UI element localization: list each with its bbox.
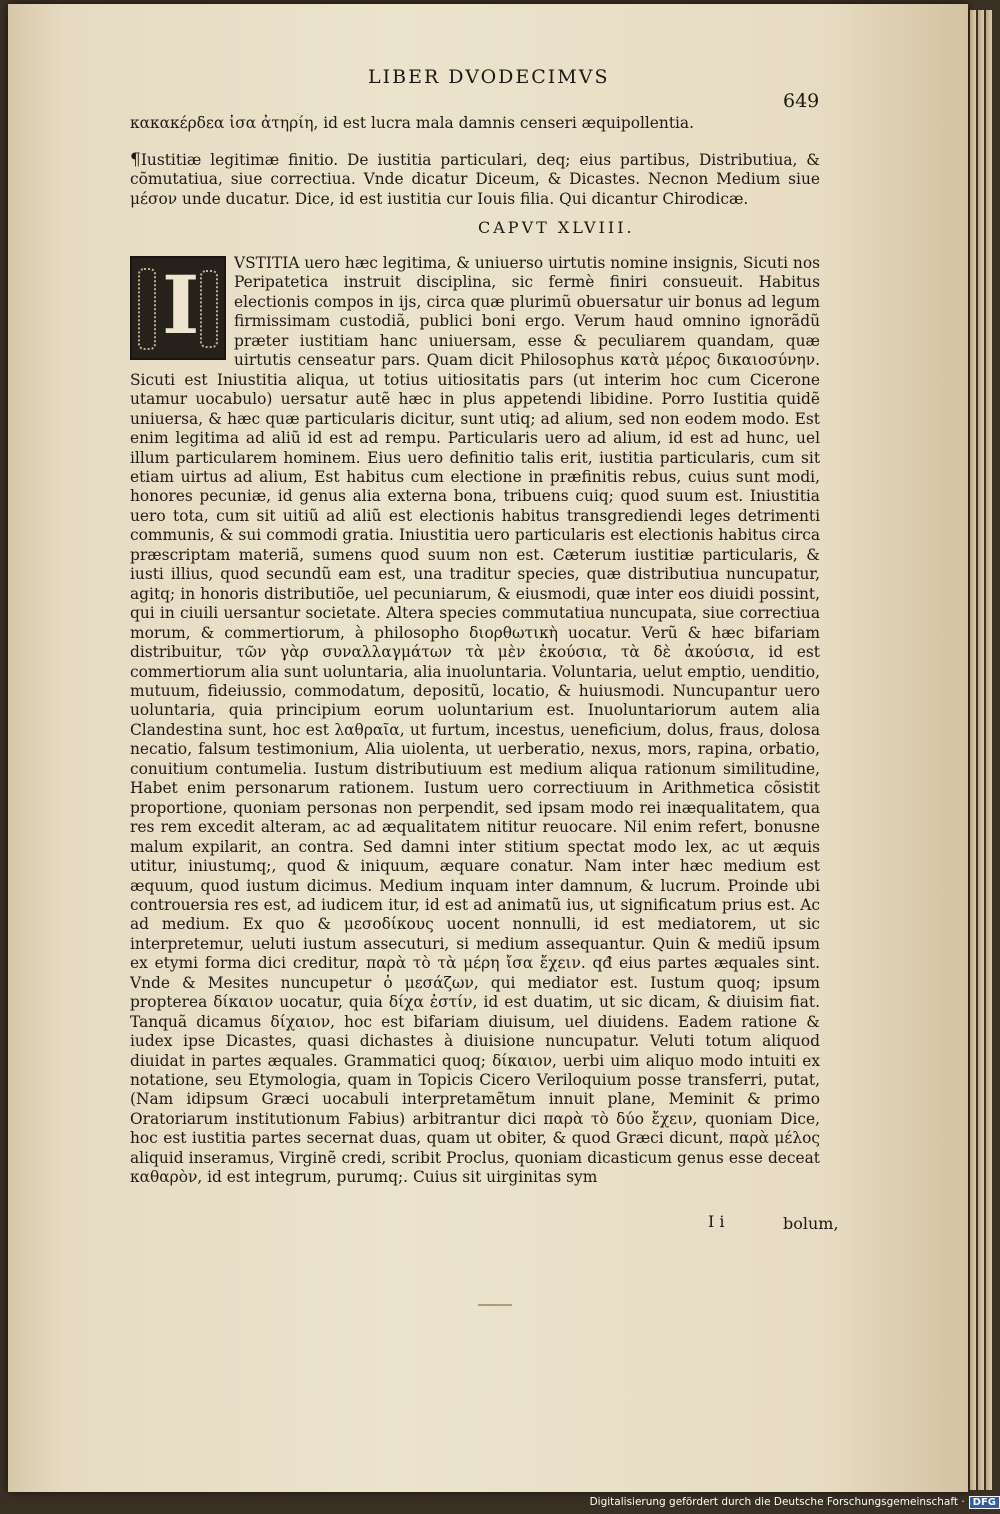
page-edge-stack xyxy=(978,10,984,1490)
page-number: 649 xyxy=(783,90,820,112)
body-paragraph: VSTITIA uero hæc legitima, & uniuerso uirtutis nomine insignis, Sicuti nos Peripatetica instruit disciplina, sic fermè finiri consueuit. Habitus electionis compos in ijs, circa quæ plurimũ obuersatur uir bonus ad legum firmissimam custodiã, publici boni ergo. Verum haud omnino ignorãdũ præter iustitiam hanc uniuersam, esse & peculiarem quandam, quæ uirtutis censeatur pars. Quam dicit Philosophus κατὰ μέρος δικαιοσύνην. Sicuti est Iniustitia aliqua, ut totius uitiositatis pars (ut interim hoc cum Cicerone utamur uocabulo) uersatur autẽ hæc in plus appetendi libidine. Porro Iustitia quidẽ uniuersa, & hæc quæ particularis dicitur, sunt utiq; ad alium, sed non eodem modo. Est enim legitima ad aliũ id est ad rempu. Particularis uero ad alium, id est ad hunc, uel illum particularem hominem. Eius uero definitio talis erit, iustitia particularis, cum sit etiam uirtus ad alium, Est habitus cum electione in præfinitis rebus, cuius sunt modi, honores pecuniæ, id genus alia externa bona, tribuens cuiq; quod suum est. Iniustitia uero tota, cum sit uitiũ ad aliũ est electionis habitus transgrediendi leges detrimenti communis, & sui commodi gratia. Iniustitia uero particularis est electionis habitus circa præscriptam materiã, sumens quod suum non est. Cæterum iustitiæ particularis, & iusti illius, quod secundũ eam est, una traditur species, quæ distributiua nuncupatur, agitq; in honoris distributiõe, uel pecuniarum, & eiusmodi, quæ inter eos diuidi possint, qui in ciuili uersantur societate. Altera species commutatiua nuncupata, siue correctiua morum, & commertiorum, à philosopho διορθωτικὴ uocatur. Verũ & hæc bifariam distribuitur, τῶν γὰρ συναλλαγμάτων τὰ μὲν ἑκούσια, τὰ δὲ ἀκούσια, id est commertiorum alia sunt uoluntaria, alia inuoluntaria. Voluntaria, uelut emptio, uenditio, mutuum, fideiussio, commodatum, depositũ, locatio, & huiusmodi. Nuncupantur uero uoluntaria, quia principium eorum uoluntarium est. Inuoluntariorum autem alia Clandestina sunt, hoc est λαθραῖα, ut furtum, incestus, ueneficium, dolus, fraus, dolosa necatio, falsum testimonium, Alia uiolenta, ut uerberatio, nexus, mors, rapina, orbatio, conuitium contumelia. Iustum distributiuum est medium aliqua rationum similitudine, Habet enim personarum rationem. Iustum uero correctiuum in Arithmetica cõsistit proportione, quoniam personas non perpendit, sed ipsam modo rei inæqualitatem, qua res rem excedit alteram, ac ad æqualitatem nititur reuocare. Nil enim refert, bonusne malum expilarit, an contra. Sed damni inter stitium spectat modo lex, ac ut æquis utitur, iniustumq;, quod & iniquum, æquare conatur. Nam inter hæc medium est æquum, quod iustum dicimus. Medium inquam inter damnum, & lucrum. Proinde ubi controuersia res est, ad iudicem itur, id est ad animatũ ius, ut significatum prius est. Ac ad medium. Ex quo & μεσοδίκους uocent nonnulli, id est mediatorem, ut sic interpretemur, ueluti iustum assecuturi, si medium assequantur. Quin & mediũ ipsum ex etymi forma dici creditur, παρὰ τὸ τὰ μέρη ἴσα ἔχειν. qđ eius partes æquales sint. Vnde & Mesites nuncupetur ὁ μεσάζων, qui mediator est. Iustum quoq; ipsum propterea δίκαιον uocatur, quia δίχα ἐστίν, id est duatim, ut sic dicam, & diuisim fiat. Tanquã dicamus δίχαιον, hoc est bifariam diuisum, uel diuidens. Eadem ratione & iudex ipse Dicastes, quasi dichastes à diuisione nuncupatur. Veluti totum aliquod diuidat in partes æquales. Grammatici quoq; δίκαιον, uerbi uim aliquo modo intuiti ex notatione, seu Etymologia, quam in Topicis Cicero Veriloquium posse transferri, putat, (Nam idipsum Græci uocabuli interpretamẽtum innuit plane, Meminit & primo Oratoriarum institutionum Fabius) arbitrantur dici παρὰ τὸ δύο ἔχειν, quoniam Dice, hoc est iustitia partes secernat duas, quam ut obiter, & quod Græci dicunt, παρὰ μέλος aliquid inseramus, Virginẽ credi, scribit Proclus, quoniam dicasticum genus esse deceat καθαρὸν, id est integrum, purumq;. Cuius sit uirginitas sym xyxy=(130,254,820,1187)
page-mark xyxy=(478,1304,512,1306)
ornament-figure-right-icon xyxy=(200,270,218,348)
summary-text: Iustitiæ legitimæ finitio. De iustitia particulari, deq; eius partibus, Distributiua, & cõmutatiua, siue correctiua. Vnde dicatur Diceum, & Dicastes. Necnon Medium siue μέσον unde ducatur. Dice, id est iustitia cur Iouis filia. Qui dicantur Chirodicæ. xyxy=(130,151,820,208)
signature-mark: I i xyxy=(708,1212,725,1231)
top-line-text xyxy=(130,114,820,133)
initial-letter: I xyxy=(162,258,200,352)
summary-paragraph xyxy=(130,151,820,209)
decorated-initial xyxy=(130,256,226,360)
chapter-heading: CAPVT XLVIII. xyxy=(478,218,635,237)
chapter-summary xyxy=(130,151,820,209)
credit-text: Digitalisierung gefördert durch die Deutsche Forschungsgemeinschaft · xyxy=(589,1496,965,1508)
digitization-credit xyxy=(580,1496,1000,1514)
running-title: LIBER DVODECIMVS xyxy=(368,66,610,88)
book-page xyxy=(8,4,968,1492)
ornament-figure-left-icon xyxy=(138,268,156,350)
page-edge-stack xyxy=(970,10,976,1490)
body-text xyxy=(130,254,820,1188)
catchword: bolum, xyxy=(783,1214,839,1233)
paragraph-mark-icon: ¶ xyxy=(130,150,141,170)
dfg-logo: DFG xyxy=(969,1496,1000,1509)
page-edge-stack xyxy=(986,10,992,1490)
top-line-paragraph: κακακέρδεα ἰσα ἀτηρίη, id est lucra mala damnis censeri æquipollentia. xyxy=(130,114,694,132)
